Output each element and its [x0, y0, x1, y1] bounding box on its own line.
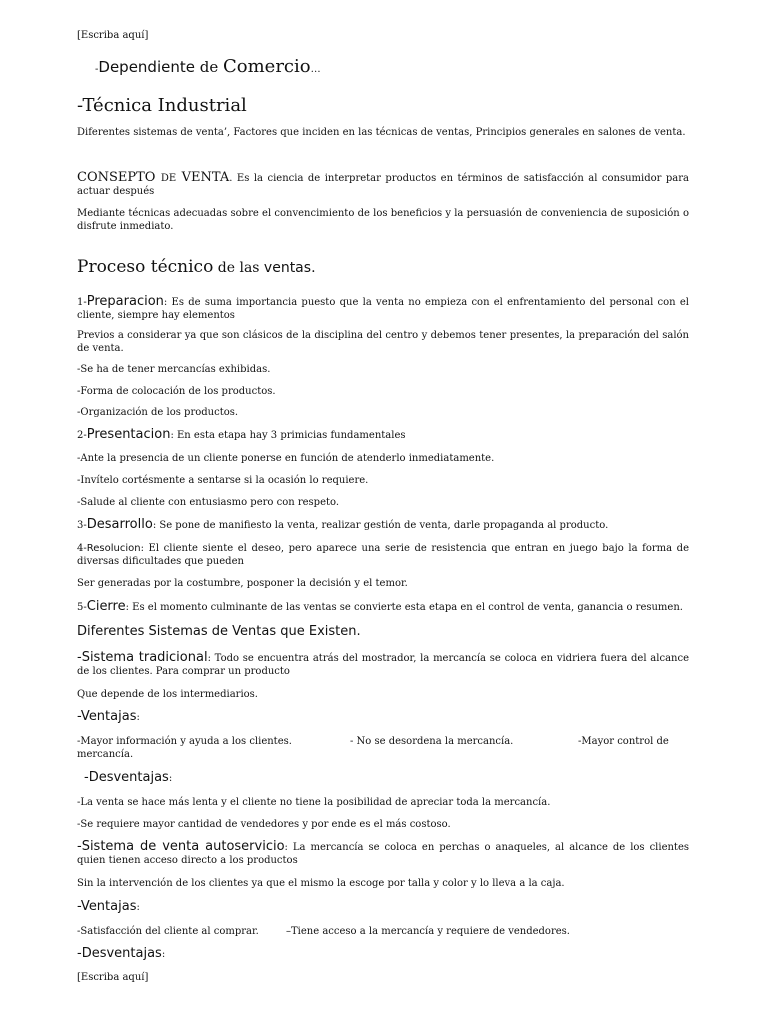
step-4-paragraph-2: Ser generadas por la costumbre, posponer la decisión y el temor. — [77, 578, 408, 589]
step-1-paragraph-2: Previos a considerar ya que son clásicos de la disciplina del centro y debemos tener presentes, la preparación del salón de venta. — [77, 330, 689, 354]
desventajas-colon: : — [168, 773, 173, 784]
step-2-item: -Salude al cliente con entusiasmo pero con respeto. — [77, 497, 340, 508]
ventajas-heading — [77, 710, 689, 724]
step-1-label: Preparacion — [86, 294, 164, 309]
step-3-number: 3- — [77, 520, 87, 531]
step-2-label: Presentacion — [86, 427, 171, 442]
sistema-autoservicio-label: -Sistema de venta autoservicio — [77, 839, 285, 854]
desventajas-label: -Desventajas — [77, 946, 162, 961]
concepto-label-b: DE — [160, 173, 177, 184]
step-4-paragraph — [77, 542, 689, 568]
step-3-label: Desarrollo — [86, 517, 153, 532]
sistema-tradicional-text: : Todo se encuentra atrás del mostrador, la mercancía se coloca en vidriera fuera del alcance de los clientes. Para comprar un producto — [77, 653, 689, 677]
step-3-paragraph — [77, 518, 689, 532]
page-footer: [Escriba aquí] — [77, 972, 149, 983]
sistemas-heading: Diferentes Sistemas de Ventas que Existen. — [77, 624, 361, 639]
autoservicio-ventaja: -Satisfacción del cliente al comprar. — [77, 926, 259, 937]
title-ellipsis: … — [310, 64, 321, 75]
step-5-paragraph — [77, 600, 689, 614]
step-2-item: -Invítelo cortésmente a sentarse si la ocasión lo requiere. — [77, 475, 369, 486]
step-5-number: 5- — [77, 602, 87, 613]
tradicional-ventajas-list — [77, 735, 689, 761]
step-3-text: : Se pone de manifiesto la venta, realizar gestión de venta, darle propaganda al producto. — [152, 520, 609, 531]
page-header: [Escriba aquí] — [77, 30, 149, 41]
step-1-item: -Se ha de tener mercancías exhibidas. — [77, 364, 271, 375]
proceso-heading-c: ventas — [263, 260, 312, 276]
step-1-number: 1- — [77, 297, 87, 308]
step-2-text: : En esta etapa hay 3 primicias fundamentales — [170, 430, 406, 441]
document-title — [95, 56, 707, 77]
proceso-heading — [77, 257, 689, 277]
document-subtitle: -Técnica Industrial — [77, 95, 247, 116]
step-2-paragraph — [77, 428, 689, 442]
sistema-autoservicio-text: : La mercancía se coloca en perchas o anaqueles, al alcance de los clientes quien tienen acceso directo a los productos — [77, 842, 689, 866]
ventajas-colon: : — [136, 902, 140, 913]
title-word-dependiente: Dependiente — [98, 58, 195, 76]
proceso-heading-b: de las — [213, 260, 264, 276]
step-1-item: -Organización de los productos. — [77, 407, 239, 418]
concepto-paragraph-2: Mediante técnicas adecuadas sobre el convencimiento de los beneficios y la persuasión de conveniencia de suposición o disfrute inmediato. — [77, 208, 689, 232]
autoservicio-desventajas-heading — [77, 947, 689, 961]
title-word-comercio: Comercio — [222, 56, 311, 77]
step-1-paragraph — [77, 295, 689, 322]
title-word-de: de — [194, 58, 223, 76]
step-2-number: 2- — [77, 430, 87, 441]
tradicional-ventaja-continuation: mercancía. — [77, 749, 134, 760]
sistema-tradicional-paragraph-2: Que depende de los intermediarios. — [77, 689, 258, 700]
ventajas-label: -Ventajas — [77, 899, 137, 914]
concepto-label-c: VENTA — [176, 170, 230, 185]
concepto-text: . Es la ciencia de interpretar productos en términos de satisfacción al consumidor para actuar después — [77, 173, 689, 197]
tradicional-ventaja: - No se desordena la mercancía. — [350, 736, 514, 747]
step-4-text: : El cliente siente el deseo, pero aparece una serie de resistencia que entran en juego bajo la forma de diversas dificultades que pueden — [77, 543, 689, 567]
concepto-label-a: CONSEPTO — [77, 170, 161, 185]
desventajas-heading — [84, 771, 696, 785]
proceso-heading-d: . — [311, 260, 316, 276]
tradicional-ventaja: -Mayor información y ayuda a los clientes. — [77, 736, 292, 747]
step-5-label: Cierre — [86, 599, 126, 614]
step-4-number: 4- — [77, 543, 87, 554]
autoservicio-ventaja: –Tiene acceso a la mercancía y requiere de vendedores. — [286, 926, 570, 937]
tradicional-desventaja: -Se requiere mayor cantidad de vendedores y por ende es el más costoso. — [77, 819, 451, 830]
desventajas-label: -Desventajas — [84, 770, 169, 785]
desventajas-colon: : — [161, 949, 166, 960]
ventajas-colon: : — [136, 712, 140, 723]
step-5-text: : Es el momento culminante de las ventas se convierte esta etapa en el control de venta, ganancia o resumen. — [125, 602, 683, 613]
proceso-heading-a: Proceso técnico — [77, 257, 214, 277]
step-1-item: -Forma de colocación de los productos. — [77, 386, 276, 397]
title-dash: - — [95, 64, 99, 75]
sistema-autoservicio-paragraph — [77, 840, 689, 867]
sistema-autoservicio-paragraph-2: Sin la intervención de los clientes ya que el mismo la escoge por talla y color y lo lleva a la caja. — [77, 878, 565, 889]
sistema-tradicional-paragraph — [77, 651, 689, 678]
concepto-paragraph — [77, 171, 689, 198]
tradicional-ventaja: -Mayor control de — [578, 736, 669, 747]
step-2-item: -Ante la presencia de un cliente ponerse en función de atenderlo inmediatamente. — [77, 453, 495, 464]
autoservicio-ventajas-heading — [77, 900, 689, 914]
intro-paragraph: Diferentes sistemas de venta’, Factores que inciden en las técnicas de ventas, Principios generales en salones de venta. — [77, 127, 686, 138]
tradicional-desventaja: -La venta se hace más lenta y el cliente no tiene la posibilidad de apreciar toda la mercancía. — [77, 797, 551, 808]
step-4-label: Resolucion — [86, 543, 141, 554]
ventajas-label: -Ventajas — [77, 709, 137, 724]
step-1-text: : Es de suma importancia puesto que la venta no empieza con el enfrentamiento del personal con el cliente, siempre hay elementos — [77, 297, 689, 321]
sistema-tradicional-label: -Sistema tradicional — [77, 650, 208, 665]
